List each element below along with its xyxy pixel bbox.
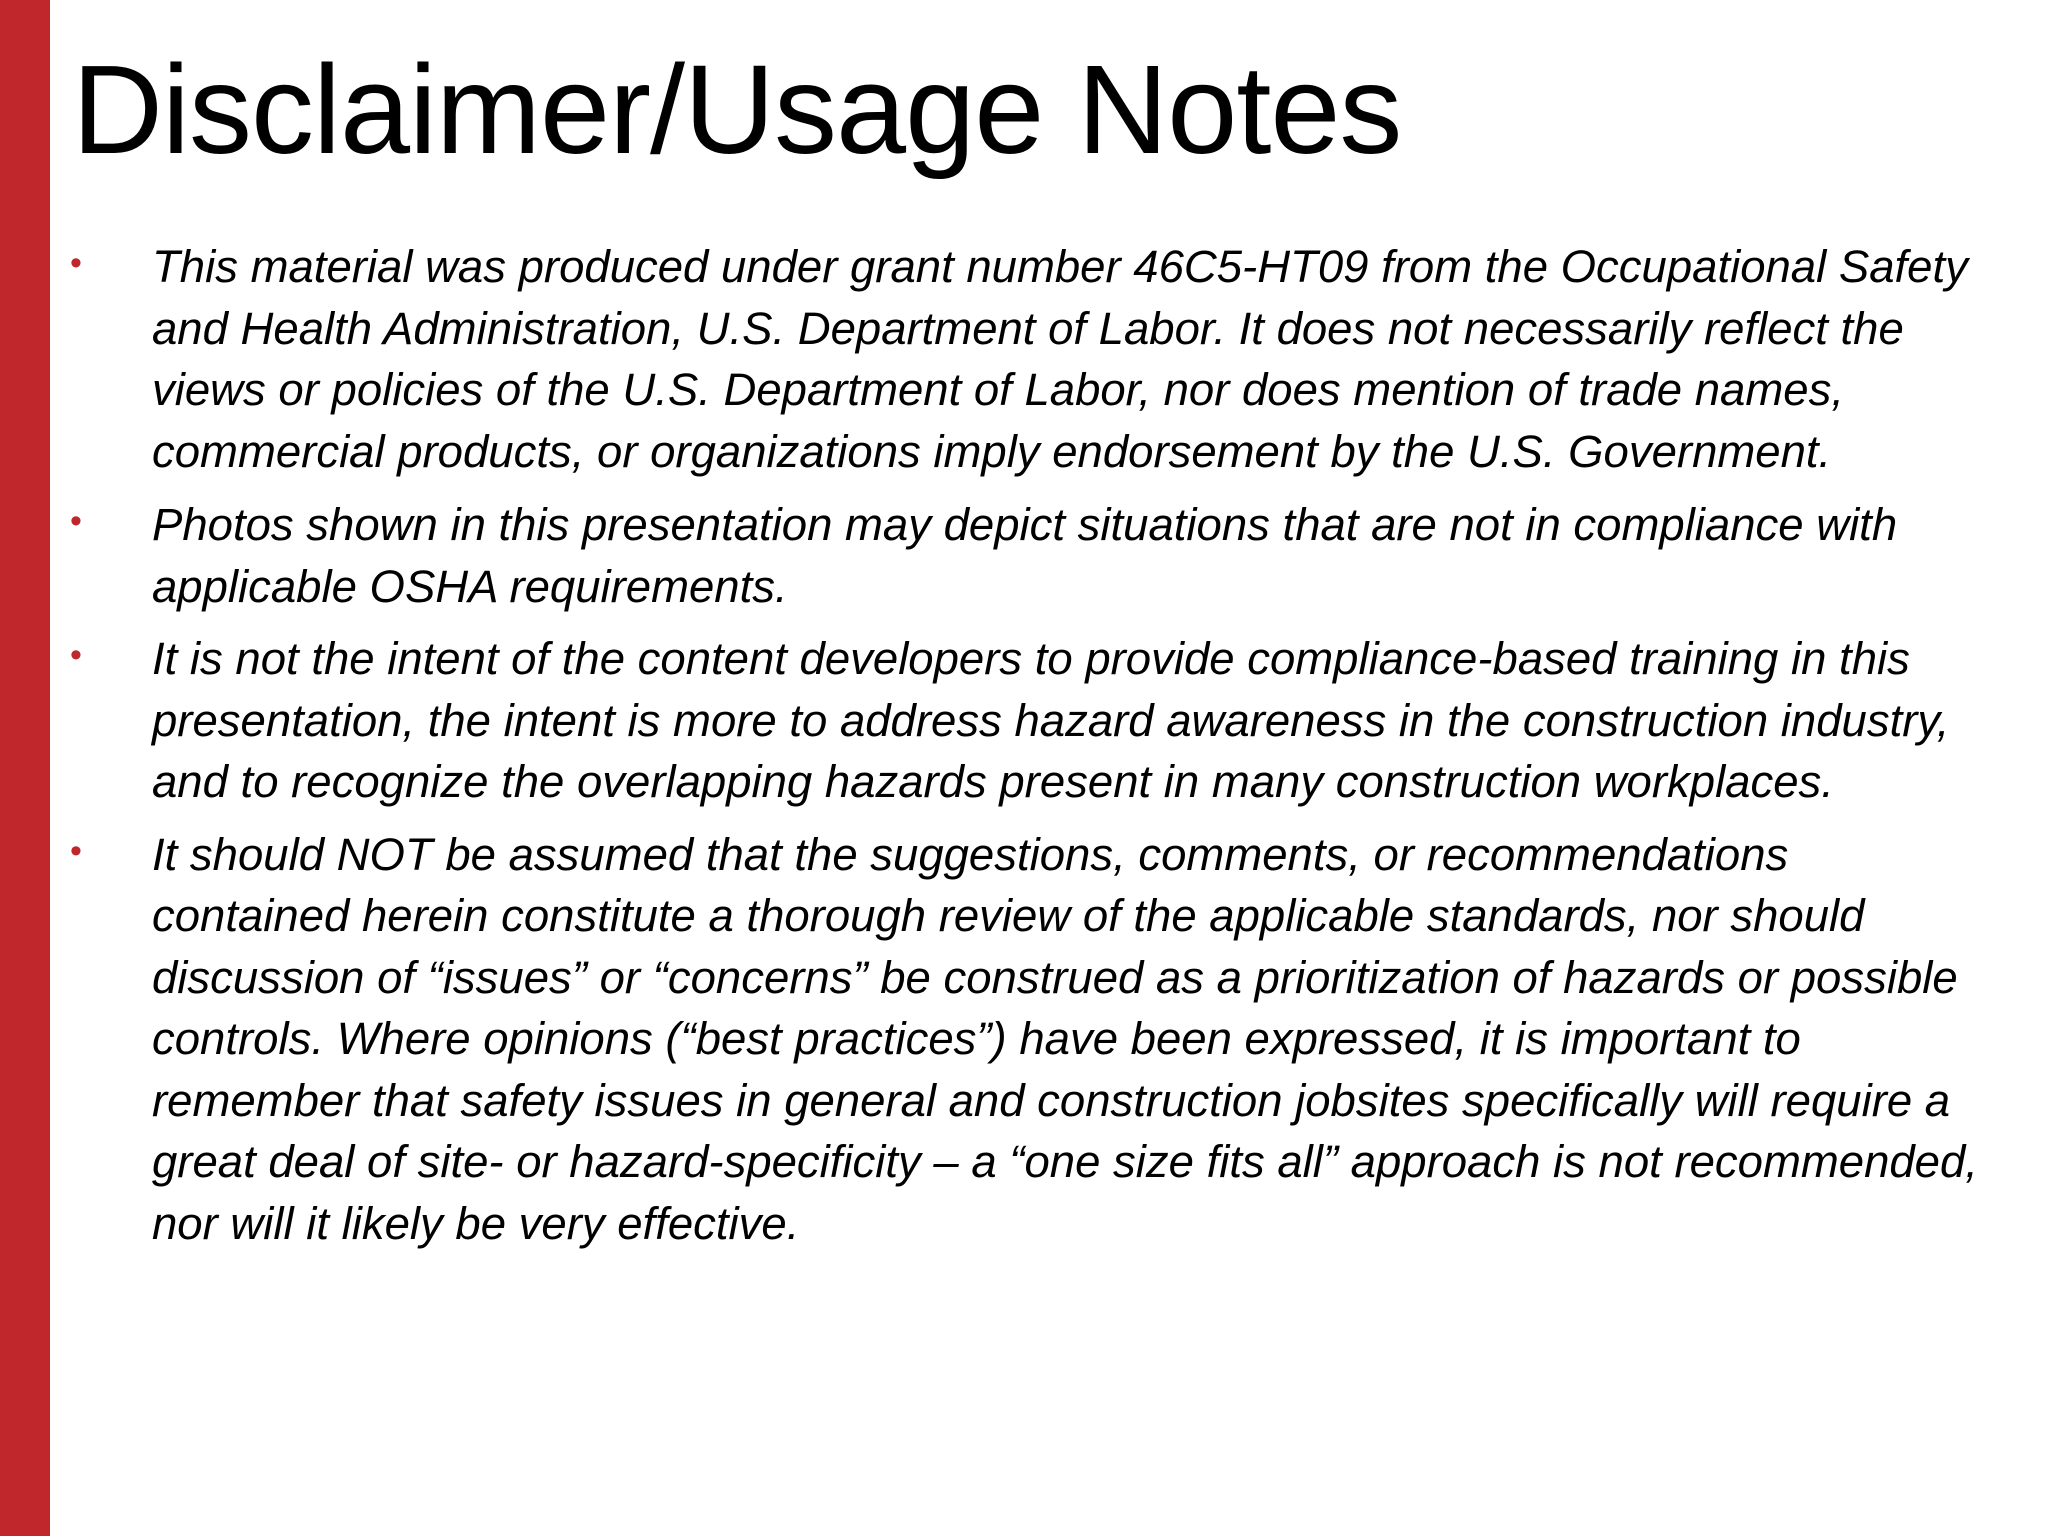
bullet-item-intent xyxy=(70,628,1990,813)
bullet-text: It is not the intent of the content developers to provide compliance-based training in this presentation, the intent is more to address hazard awareness in the construction industry, and to recognize the overlapping hazards present in many construction workplaces. xyxy=(152,633,1950,807)
disclaimer-bullet-list xyxy=(70,236,1990,1266)
accent-side-bar xyxy=(0,0,50,1536)
bullet-text: Photos shown in this presentation may depict situations that are not in compliance with applicable OSHA requirements. xyxy=(152,499,1898,612)
bullet-item-photos xyxy=(70,494,1990,617)
bullet-dot-icon: • xyxy=(70,636,82,674)
bullet-text: This material was produced under grant number 46C5-HT09 from the Occupational Safety and Health Administration, U.S. Department of Labor. It does not necessarily reflect the views or policies of the U.S. Department of Labor, nor does mention of trade names, commercial products, or organizations imply endorsement by the U.S. Government. xyxy=(152,241,1968,477)
bullet-dot-icon: • xyxy=(70,502,82,540)
slide-title: Disclaimer/Usage Notes xyxy=(72,39,1402,180)
bullet-dot-icon: • xyxy=(70,244,82,282)
bullet-item-grant xyxy=(70,236,1990,482)
bullet-dot-icon: • xyxy=(70,831,82,870)
bullet-text: It should NOT be assumed that the suggestions, comments, or recommendations contained herein constitute a thorough review of the applicable standards, nor should discussion of “issues” or “concerns” be construed as a prioritization of hazards or possible controls. Where opinions (“best practices”) have been expressed, it is important to remember that safety issues in general and construction jobsites specifically will require a great deal of site- or hazard-specificity – a “one size fits all” approach is not recommended, nor will it likely be very effective. xyxy=(152,828,1978,1249)
bullet-item-assumptions xyxy=(70,824,1990,1255)
